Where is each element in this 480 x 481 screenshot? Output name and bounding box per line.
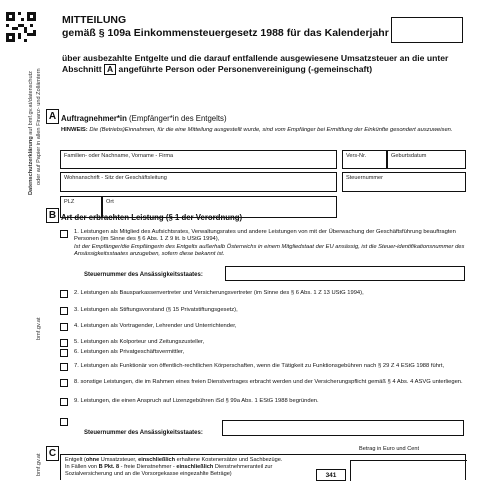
wohnanschrift-field[interactable]: Wohnanschrift - Sitz der Geschäftsleitung (60, 172, 337, 192)
item-checkbox[interactable] (60, 230, 68, 238)
list-item: 1. Leistungen als Mitglied des Aufsichtsrates, Verwaltungsrates und andere Leistungen von mit der Überwachung der Geschäftsführung beauftragten Personen (im Sinne des § 6 Abs. 1 Z 9 lit. b UStG 1994), Ist der Empfänger/die Empfängerin des Entgelts außerhalb Österreichs in einem Mitgliedstaat der EU ansässig, ist die Steuer-identifikationsnummer des Ansässigkeitsstaates anzugeben, sofern diese bekannt ist. (60, 229, 472, 265)
betrag-field[interactable] (350, 460, 467, 481)
privacy-notice-line2: oder auf Papier in allen Finanz- und Zollämtern (36, 68, 42, 185)
item-checkbox[interactable] (60, 363, 68, 371)
section-c-marker: C (46, 446, 59, 461)
item-checkbox[interactable] (60, 379, 68, 387)
hinweis-note: HINWEIS: Die (Betriebs)Einnahmen, für die eine Mitteilung ausgestellt wurde, sind vom Empfänger bei Ermittlung der Einkünfte gesondert auszuweisen. (61, 127, 453, 133)
plz-field[interactable]: PLZ (60, 196, 102, 218)
steuer-field[interactable] (225, 266, 465, 281)
item-checkbox[interactable] (60, 290, 68, 298)
ort-field[interactable]: Ort (102, 196, 337, 218)
page-description: über ausbezahlte Entgelte und die darauf entfallende ausgewiesene Umsatzsteuer an die unter Abschnitt A angeführte Person oder Personenvereinigung (-gemeinschaft) (62, 53, 449, 74)
year-field[interactable] (391, 17, 463, 43)
code-341: 341 (316, 469, 346, 481)
privacy-notice: Datenschutzerklärung auf bmf.gv.at/datenschutz (28, 71, 34, 195)
page-title: MITTEILUNG gemäß § 109a Einkommensteuergesetz 1988 für das Kalenderjahr (62, 14, 389, 39)
steuer-field-2[interactable] (222, 420, 464, 436)
geburtsdatum-field[interactable]: Geburtsdatum (387, 150, 466, 169)
side-url-bottom: bmf.gv.at (36, 453, 42, 476)
vers-nr-field[interactable]: Vers-Nr. (342, 150, 387, 169)
item-checkbox[interactable] (60, 418, 68, 426)
item-checkbox[interactable] (60, 349, 68, 357)
steuernummer-field[interactable]: Steuernummer (342, 172, 466, 192)
section-b-heading: Art der erbrachten Leistung (§ 1 der Verordnung) (61, 213, 243, 222)
steuer-label: Steuernummer des Ansässigkeitsstaates: (84, 272, 203, 278)
name-field[interactable]: Familien- oder Nachname, Vorname - Firma (60, 150, 337, 169)
item-checkbox[interactable] (60, 339, 68, 347)
qr-code (6, 12, 36, 42)
item-checkbox[interactable] (60, 323, 68, 331)
section-a-marker: A (46, 109, 59, 124)
betrag-label: Betrag in Euro und Cent (359, 446, 420, 452)
section-a-heading: Auftragnehmer*in (Empfänger*in des Entgelts) (61, 114, 227, 123)
item-checkbox[interactable] (60, 398, 68, 406)
item-checkbox[interactable] (60, 307, 68, 315)
steuer-label-2: Steuernummer des Ansässigkeitsstaates: (84, 430, 203, 436)
entgelt-row: Entgelt (ohne Umsatzsteuer, einschließlich erhaltene Kostenersätze und Sachbezüge. In Fällen von B Pkt. 8 - freie Dienstnehmer - einschließlich Dienstnehmeranteil zur Sozialversicherung und an die Vorsorgekasse eingezahlte Beträge) 341 (60, 454, 466, 480)
section-b-marker: B (46, 208, 59, 223)
side-url: bmf.gv.at (36, 317, 42, 340)
